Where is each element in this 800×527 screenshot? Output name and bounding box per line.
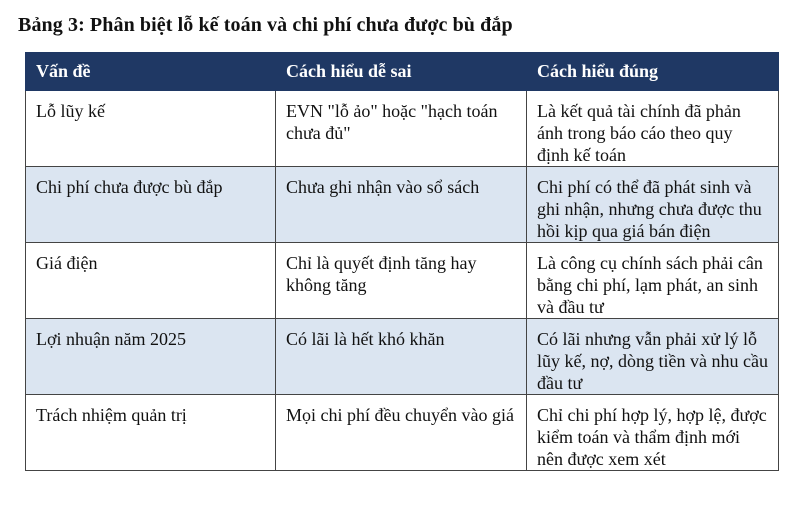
cell-correct: Chi phí có thể đã phát sinh và ghi nhận, nhưng chưa được thu hồi kịp qua giá bán điện — [527, 167, 779, 243]
table-header-row — [26, 53, 779, 91]
cell-misconception: Chỉ là quyết định tăng hay không tăng — [276, 243, 527, 319]
cell-misconception: EVN "lỗ ảo" hoặc "hạch toán chưa đủ" — [276, 91, 527, 167]
cell-correct: Là công cụ chính sách phải cân bằng chi phí, lạm phát, an sinh và đầu tư — [527, 243, 779, 319]
cell-misconception: Có lãi là hết khó khăn — [276, 319, 527, 395]
header-issue: Vấn đề — [26, 53, 276, 91]
header-misconception: Cách hiểu dễ sai — [276, 53, 527, 91]
header-correct-understanding: Cách hiểu đúng — [527, 53, 779, 91]
cell-correct: Có lãi nhưng vẫn phải xử lý lỗ lũy kế, nợ, dòng tiền và nhu cầu đầu tư — [527, 319, 779, 395]
cell-correct: Chỉ chi phí hợp lý, hợp lệ, được kiểm toán và thẩm định mới nên được xem xét — [527, 395, 779, 471]
cell-issue: Chi phí chưa được bù đắp — [26, 167, 276, 243]
cell-issue: Giá điện — [26, 243, 276, 319]
cell-issue: Lỗ lũy kế — [26, 91, 276, 167]
table-row — [26, 91, 779, 167]
cell-issue: Trách nhiệm quản trị — [26, 395, 276, 471]
cell-misconception: Mọi chi phí đều chuyển vào giá — [276, 395, 527, 471]
table-row — [26, 395, 779, 471]
table-row — [26, 319, 779, 395]
cell-misconception: Chưa ghi nhận vào sổ sách — [276, 167, 527, 243]
table-row — [26, 243, 779, 319]
table-caption: Bảng 3: Phân biệt lỗ kế toán và chi phí chưa được bù đắp — [18, 14, 513, 36]
comparison-table — [25, 52, 779, 471]
cell-issue: Lợi nhuận năm 2025 — [26, 319, 276, 395]
cell-correct: Là kết quả tài chính đã phản ánh trong báo cáo theo quy định kế toán — [527, 91, 779, 167]
table-row — [26, 167, 779, 243]
